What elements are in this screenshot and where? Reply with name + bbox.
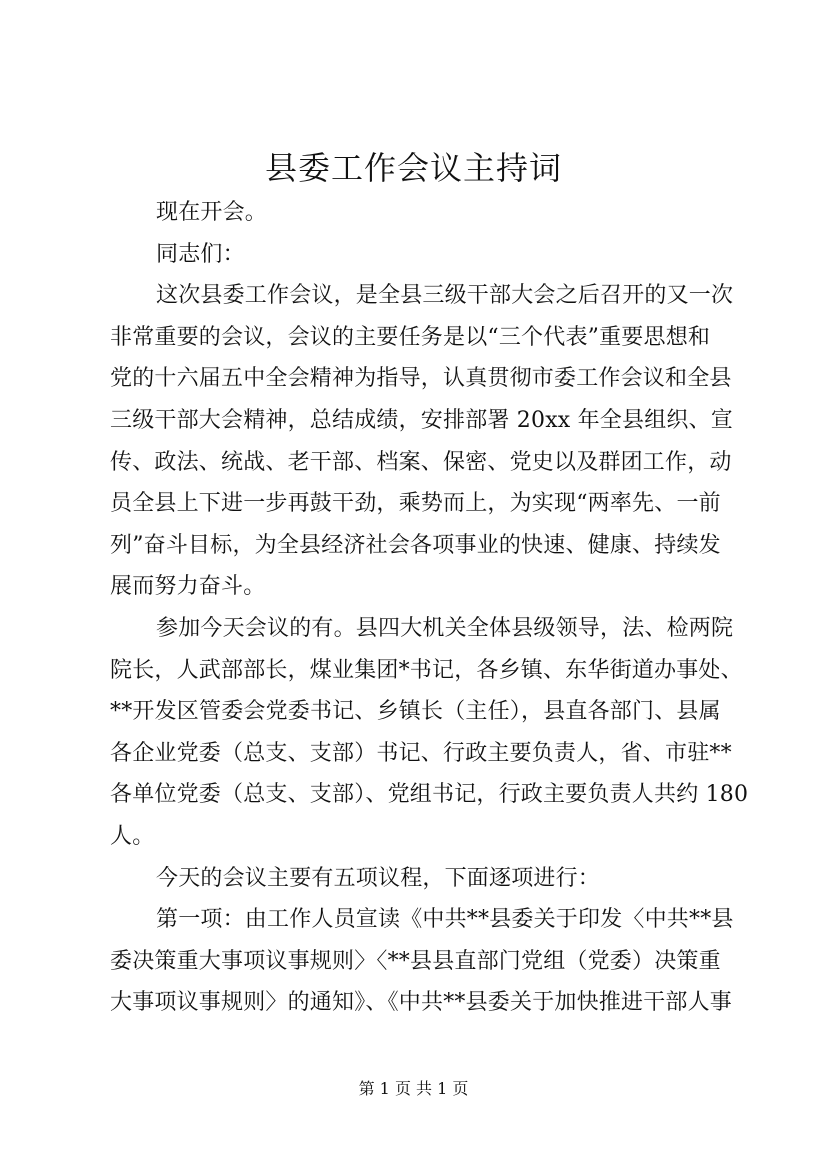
document-body — [110, 192, 750, 1024]
body-line-8: 员全县上下进一步再鼓干劲，乘势而上，为实现“两率先、一前 — [110, 491, 721, 517]
body-line-19: 委决策重大事项议事规则〉〈**县县直部门党组（党委）决策重 — [110, 948, 721, 974]
body-line-12: 院长，人武部部长，煤业集团*书记，各乡镇、东华街道办事处、 — [110, 657, 743, 683]
body-line-15: 各单位党委（总支、支部）、党组书记，行政主要负责人共约 180 — [110, 782, 749, 808]
body-line-10: 展而努力奋斗。 — [110, 574, 266, 600]
body-line-3: 这次县委工作会议，是全县三级干部大会之后召开的又一次 — [156, 283, 734, 309]
body-line-7: 传、政法、统战、老干部、档案、保密、党史以及群团工作，动 — [110, 449, 732, 475]
body-line-13: **开发区管委会党委书记、乡镇长（主任），县直各部门、县属 — [110, 699, 721, 725]
body-line-14: 各企业党委（总支、支部）书记、行政主要负责人，省、市驻** — [110, 740, 732, 766]
body-line-16: 人。 — [110, 823, 155, 849]
body-line-17: 今天的会议主要有五项议程，下面逐项进行： — [156, 865, 601, 891]
body-line-11: 参加今天会议的有。县四大机关全体县级领导，法、检两院 — [156, 615, 734, 641]
body-line-20: 大事项议事规则〉的通知》、《中共**县委关于加快推进干部人事 — [110, 990, 733, 1016]
body-line-4: 非常重要的会议，会议的主要任务是以“三个代表”重要思想和 — [110, 324, 711, 350]
document-title: 县委工作会议主持词 — [264, 149, 562, 187]
body-line-2: 同志们： — [156, 241, 245, 267]
body-line-9: 列”奋斗目标，为全县经济社会各项事业的快速、健康、持续发 — [110, 532, 721, 558]
page-footer: 第 1 页 共 1 页 — [358, 1079, 469, 1098]
body-line-1: 现在开会。 — [156, 200, 268, 225]
body-line-5: 党的十六届五中全会精神为指导，认真贯彻市委工作会议和全县 — [110, 366, 732, 392]
body-line-18: 第一项：由工作人员宣读《中共**县委关于印发〈中共**县 — [156, 907, 734, 933]
body-line-6: 三级干部大会精神，总结成绩，安排部署 20xx 年全县组织、宣 — [110, 407, 733, 433]
